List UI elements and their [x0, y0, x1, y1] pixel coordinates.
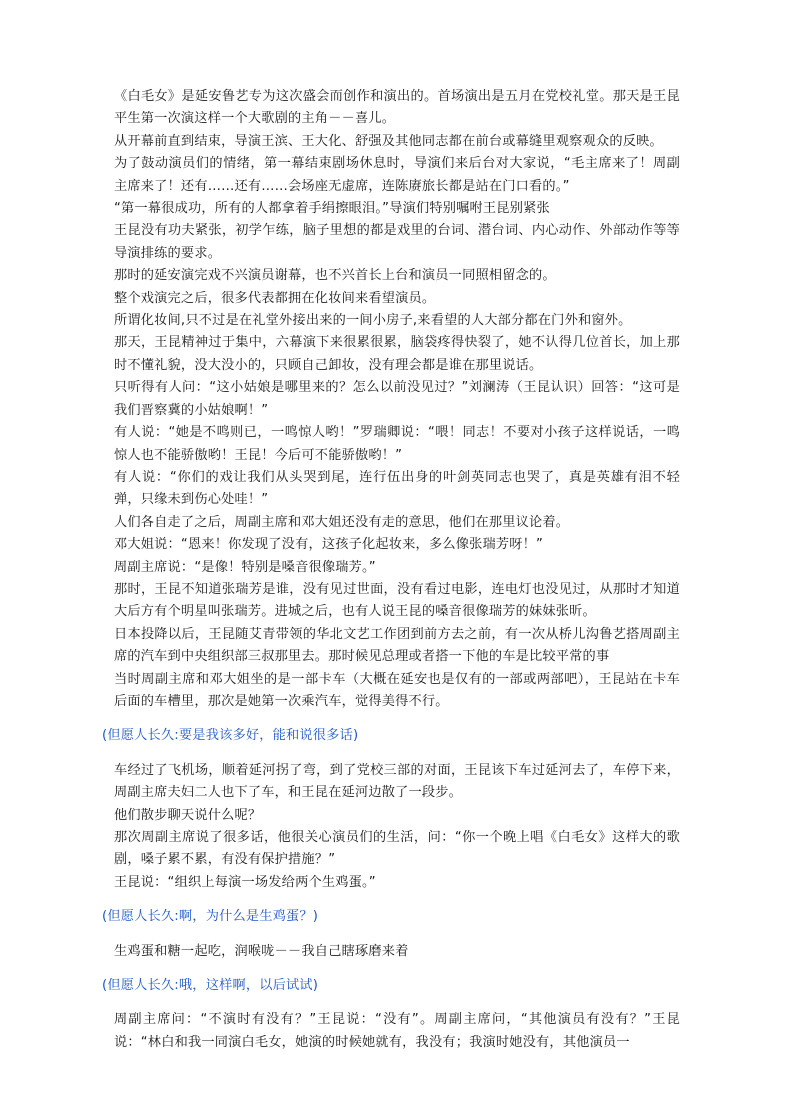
- paragraph-3: 为了鼓动演员们的情绪，第一幕结束剧场休息时，导演们来后台对大家说，“毛主席来了！周副主席来了！还有……还有……会场座无虚席，连陈赓旅长都是站在门口看的。”: [114, 156, 680, 194]
- paragraph-10: 只听得有人问：“这小姑娘是哪里来的？怎么以前没见过？”刘澜涛（王昆认识）回答：“这可是我们晋察冀的小姑娘啊！”: [114, 380, 680, 418]
- paragraph-22: 王昆说：“组织上每演一场发给两个生鸡蛋。”: [114, 874, 376, 890]
- paragraph-7: 整个戏演完之后，很多代表都拥在化妆间来看望演员。: [114, 290, 436, 306]
- paragraph-23: 生鸡蛋和糖一起吃，润喉咙－－我自己瞎琢磨来着: [114, 943, 409, 959]
- paragraph-17: 日本投降以后，王昆随艾青带领的华北文艺工作团到前方去之前，有一次从桥儿沟鲁艺搭周副主席的汽车到中央组织部三叔那里去。那时候见总理或者搭一下他的车是比较平常的事: [114, 626, 680, 665]
- paragraph-16: 那时，王昆不知道张瑞芳是谁，没有见过世面，没有看过电影，连电灯也没见过，从那时才知道大后方有个明星叫张瑞芳。进城之后，也有人说王昆的嗓音很像瑞芳的妹妹张昕。: [114, 581, 680, 620]
- paragraph-15: 周副主席说：“是像！特别是嗓音很像瑞芳。”: [114, 559, 376, 575]
- comment-note-2: (但愿人长久:啊，为什么是生鸡蛋？): [102, 909, 319, 925]
- paragraph-9: 那天，王昆精神过于集中，六幕演下来很累很累，脑袋疼得快裂了，她不认得几位首长，加上那时不懂礼貌，没大没小的，只顾自己卸妆，没有理会都是谁在那里说话。: [114, 335, 680, 373]
- paragraph-4: “第一幕很成功，所有的人都拿着手绢擦眼泪。”导演们特别嘱咐王昆别紧张: [114, 201, 550, 217]
- paragraph-18: 当时周副主席和邓大姐坐的是一部卡车（大概在延安也是仅有的一部或两部吧），王昆站在卡车后面的车槽里，那次是她第一次乘汽车，觉得美得不行。: [114, 671, 680, 709]
- paragraph-21: 那次周副主席说了很多话，他很关心演员们的生活，问：“你一个晚上唱《白毛女》这样大的歌剧，嗓子累不累，有没有保护措施？”: [114, 830, 680, 868]
- paragraph-5: 王昆没有功夫紧张，初学乍练，脑子里想的都是戏里的台词、潜台词、内心动作、外部动作等等导演排练的要求。: [114, 223, 680, 261]
- paragraph-6: 那时的延安演完戏不兴演员谢幕，也不兴首长上台和演员一同照相留念的。: [114, 268, 556, 284]
- comment-note-3: (但愿人长久:哦，这样啊，以后试试): [102, 978, 319, 994]
- paragraph-11: 有人说：“她是不鸣则已，一鸣惊人哟！”罗瑞卿说：“喂！同志！不要对小孩子这样说话，一鸣惊人也不能骄傲哟！王昆！今后可不能骄傲哟！”: [114, 425, 680, 463]
- paragraph-24: 周副主席问：“不演时有没有？”王昆说：“没有”。周副主席问，“其他演员有没有？”王昆说：“林白和我一同演白毛女，她演的时候她就有，我没有；我演时她没有，其他演员一: [114, 1012, 680, 1050]
- paragraph-12: 有人说：“你们的戏让我们从头哭到尾，连行伍出身的叶剑英同志也哭了，真是英雄有泪不轻弹，只缘未到伤心处哇！”: [114, 469, 680, 508]
- paragraph-20: 他们散步聊天说什么呢？: [114, 807, 262, 823]
- paragraph-2: 从开幕前直到结束，导演王滨、王大化、舒强及其他同志都在前台或幕缝里观察观众的反映。: [114, 133, 663, 149]
- paragraph-1: 《白毛女》是延安鲁艺专为这次盛会而创作和演出的。首场演出是五月在党校礼堂。那天是王昆平生第一次演这样一个大歌剧的主角－－喜儿。: [114, 89, 680, 127]
- document-page: [102, 86, 680, 1054]
- paragraph-14: 邓大姐说：“恩来！你发现了没有，这孩子化起妆来，多么像张瑞芳呀！”: [114, 537, 544, 553]
- comment-note-1: (但愿人长久:要是我该多好，能和说很多话): [102, 728, 359, 744]
- paragraph-13: 人们各自走了之后，周副主席和邓大姐还没有走的意思，他们在那里议论着。: [114, 514, 570, 530]
- paragraph-19: 车经过了飞机场，顺着延河拐了弯，到了党校三部的对面，王昆该下车过延河去了，车停下来，周副主席夫妇二人也下了车，和王昆在延河边散了一段步。: [114, 762, 680, 801]
- paragraph-8: 所谓化妆间,只不过是在礼堂外接出来的一间小房子,来看望的人大部分都在门外和窗外。: [114, 313, 632, 329]
